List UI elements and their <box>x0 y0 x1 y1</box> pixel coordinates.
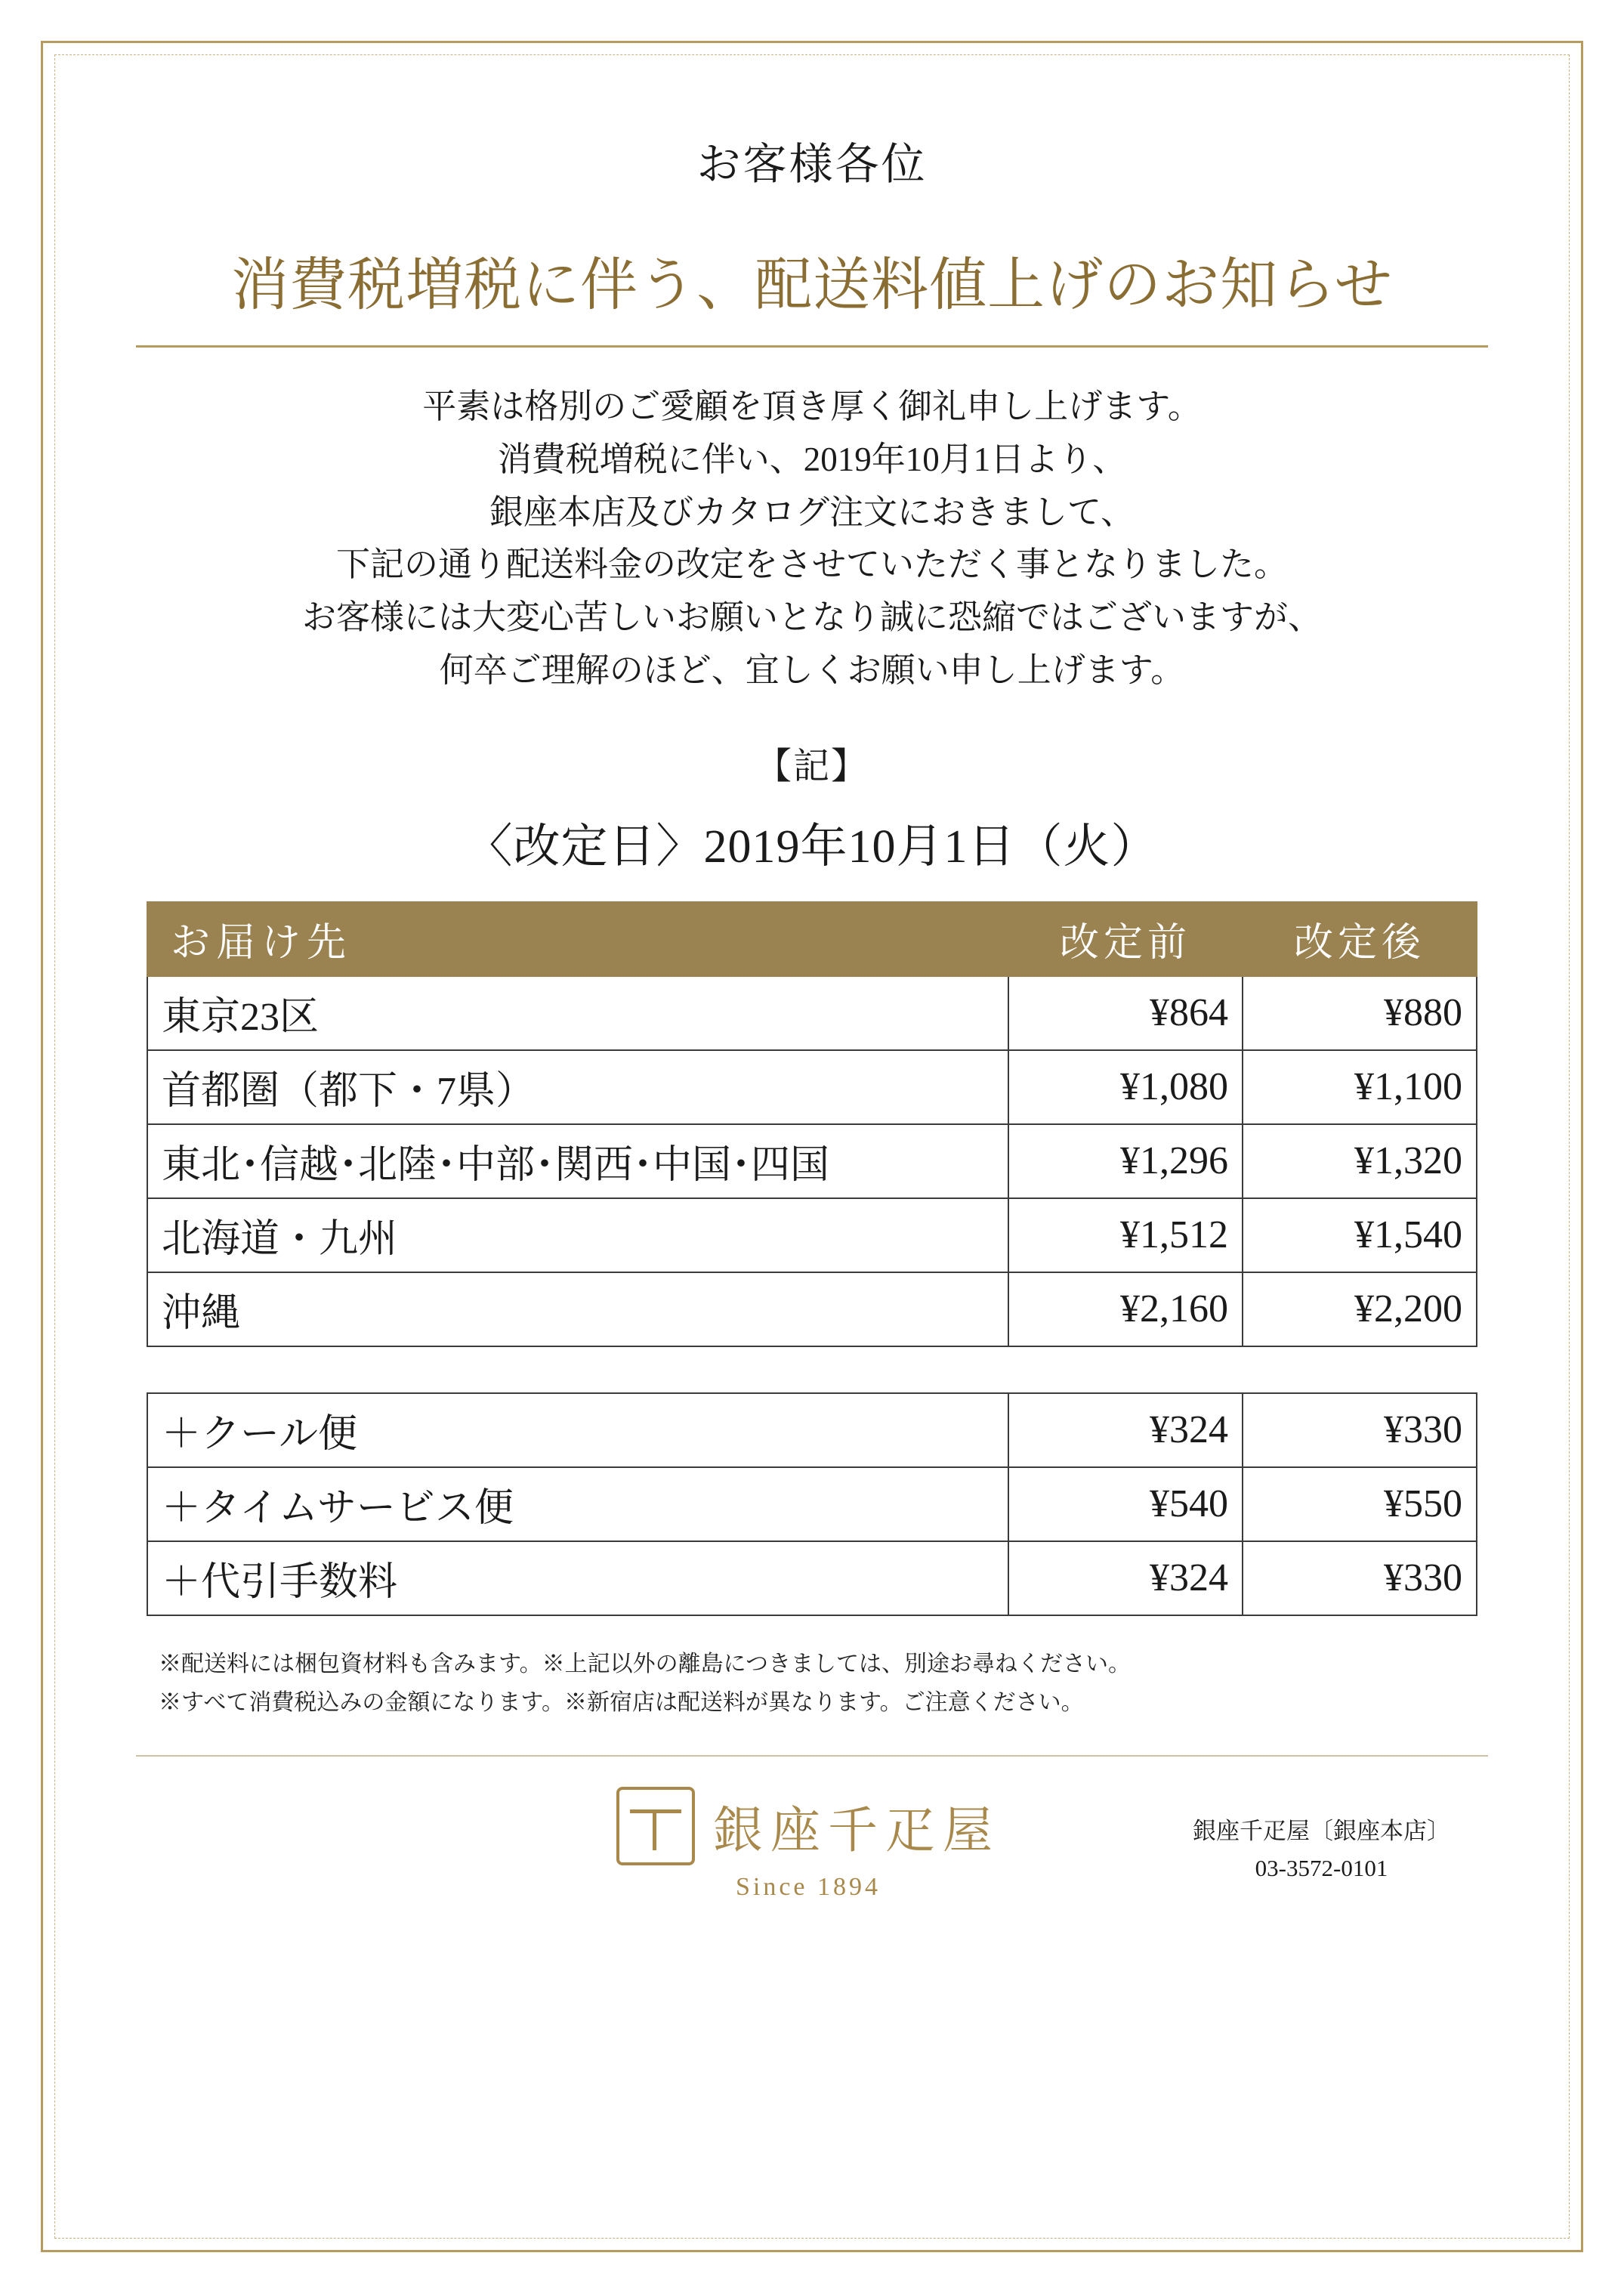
table-row <box>147 1272 1477 1346</box>
table-row <box>147 1393 1477 1467</box>
table-row <box>147 1198 1477 1272</box>
note-line: ※配送料には梱包資材料も含みます。※上記以外の離島につきましては、別途お尋ねください。 <box>159 1651 1131 1676</box>
cell-price-after: ¥1,320 <box>1243 1124 1477 1198</box>
table-row <box>147 1050 1477 1124</box>
shipping-rate-table <box>147 901 1477 1347</box>
revision-date: 〈改定日〉2019年10月1日（火） <box>465 820 1159 873</box>
cell-destination: 北海道・九州 <box>147 1198 1008 1272</box>
logo-row <box>536 1787 1080 1865</box>
note-line: ※すべて消費税込みの金額になります。※新宿店は配送料が異なります。ご注意ください。 <box>159 1689 1084 1715</box>
table-row <box>147 1467 1477 1541</box>
page-title: 消費税増税に伴う、配送料値上げのお知らせ <box>231 254 1393 317</box>
cell-price-before: ¥540 <box>1008 1467 1243 1541</box>
column-header-before: 改定前 <box>1008 902 1243 976</box>
body-line: 平素は格別のご愛顧を頂き厚く御礼申し上げます。 <box>422 388 1202 425</box>
cell-price-before: ¥1,512 <box>1008 1198 1243 1272</box>
shop-name: 銀座千疋屋〔銀座本店〕 <box>1193 1817 1450 1844</box>
table-row <box>147 1541 1477 1615</box>
cell-price-before: ¥2,160 <box>1008 1272 1243 1346</box>
cell-price-after: ¥1,540 <box>1243 1198 1477 1272</box>
title-divider <box>136 345 1488 348</box>
cell-surcharge-label: ＋代引手数料 <box>147 1541 1008 1615</box>
addressee: お客様各位 <box>696 140 928 189</box>
body-text <box>113 381 1511 697</box>
brand-logo <box>536 1787 1080 1902</box>
footer <box>113 1787 1511 1976</box>
cell-price-after: ¥2,200 <box>1243 1272 1477 1346</box>
cell-price-before: ¥324 <box>1008 1541 1243 1615</box>
cell-destination: 東北･信越･北陸･中部･関西･中国･四国 <box>147 1124 1008 1198</box>
brand-since: Since 1894 <box>735 1872 881 1901</box>
surcharge-table <box>147 1392 1477 1616</box>
cell-destination: 東京23区 <box>147 976 1008 1050</box>
table-header-row <box>147 902 1477 976</box>
record-label: 【記】 <box>755 746 869 786</box>
body-line: 下記の通り配送料金の改定をさせていただく事となりました。 <box>335 545 1288 584</box>
body-line: 消費税増税に伴い、2019年10月1日より、 <box>497 440 1127 478</box>
body-line: お客様には大変心苦しいお願いとなり誠に恐縮ではございますが、 <box>301 598 1322 636</box>
cell-destination: 沖縄 <box>147 1272 1008 1346</box>
footer-divider <box>136 1755 1488 1757</box>
column-header-destination: お届け先 <box>147 902 1008 976</box>
body-line: 何卒ご理解のほど、宜しくお願い申し上げます。 <box>439 651 1185 689</box>
cell-price-before: ¥324 <box>1008 1393 1243 1467</box>
cell-price-after: ¥330 <box>1243 1541 1477 1615</box>
cell-destination: 首都圏（都下・7県） <box>147 1050 1008 1124</box>
cell-price-before: ¥1,080 <box>1008 1050 1243 1124</box>
notes <box>159 1645 1511 1722</box>
brand-name: 銀座千疋屋 <box>713 1803 1000 1859</box>
cell-price-after: ¥1,100 <box>1243 1050 1477 1124</box>
table-spacer <box>113 1347 1511 1367</box>
sembikiya-mark-icon <box>616 1787 695 1865</box>
cell-price-after: ¥330 <box>1243 1393 1477 1467</box>
notice-content <box>113 91 1511 1976</box>
cell-price-after: ¥550 <box>1243 1467 1477 1541</box>
shop-phone: 03-3572-0101 <box>1255 1855 1388 1882</box>
body-line: 銀座本店及びカタログ注文におきまして、 <box>489 493 1135 531</box>
table-row <box>147 1124 1477 1198</box>
shop-contact <box>1193 1812 1450 1887</box>
cell-price-before: ¥864 <box>1008 976 1243 1050</box>
cell-surcharge-label: ＋タイムサービス便 <box>147 1467 1008 1541</box>
table-row <box>147 976 1477 1050</box>
column-header-after: 改定後 <box>1243 902 1477 976</box>
cell-surcharge-label: ＋クール便 <box>147 1393 1008 1467</box>
cell-price-after: ¥880 <box>1243 976 1477 1050</box>
cell-price-before: ¥1,296 <box>1008 1124 1243 1198</box>
